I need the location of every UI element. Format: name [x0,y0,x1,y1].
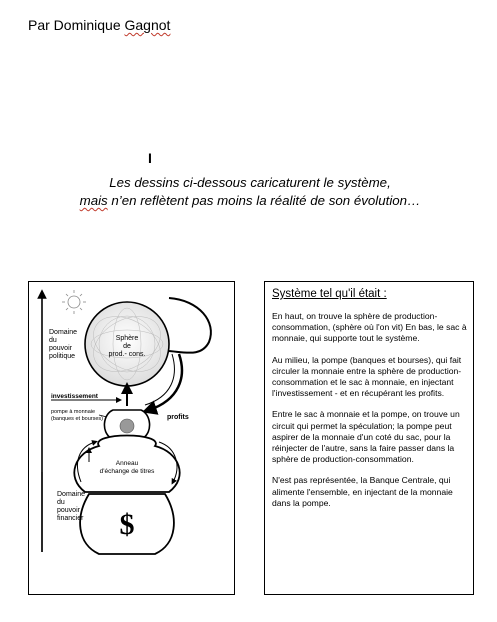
author-surname: Gagnot [124,17,171,33]
panel-paragraph-4: N'est pas représentée, la Banque Centrale, qui alimente l'ensemble, en injectant de la monnaie dans la pompe. [272,475,453,508]
domaine-politique-2: du [49,337,57,344]
explanation-panel [264,281,474,595]
dollar-symbol: $ [119,508,135,541]
anneau-label-2: d'échange de titres [99,468,155,475]
sphere-label-2: de [123,343,131,350]
sun-icon [62,290,86,314]
profits-label: profits [167,414,189,421]
intro-line-2-rest: n’en reflètent pas moins la réalité de son évolution… [107,193,421,208]
investissement-label: investissement [51,393,98,400]
domaine-politique-3: pouvoir [49,345,72,352]
pompe-label-1: pompe à monnaie [51,409,96,415]
domaine-politique-1: Domaine [49,329,78,336]
domaine-financier-2: du [57,499,65,506]
anneau-label-1: Anneau [115,460,139,467]
domaine-financier-3: pouvoir [57,507,80,514]
figure-frame [28,281,235,595]
sphere-label-3: prod.- cons. [108,351,146,358]
intro-line-1: Les dessins ci-dessous caricaturent le système, [109,175,391,190]
domaine-financier-1: Domaine [57,491,86,498]
sphere-label-1: Sphère [115,335,139,342]
system-diagram [29,282,236,596]
intro-text [40,174,460,210]
panel-paragraph-2: Au milieu, la pompe (banques et bourses), qui fait circuler la monnaie entre la sphère de production-consommation et le sac à monnaie, en injectant l'investissement - et en récupérant les profits. [272,354,462,399]
panel-paragraph-1: En haut, on trouve la sphère de production-consommation, (sphère où l'on vit) En bas, le sac à monnaie, qui supporte tout le système. [272,311,467,344]
panel-title: Système tel qu'il était : [272,288,387,300]
domaine-politique-4: politique [49,353,76,360]
author-line [28,17,170,33]
domaine-financier-4: financier [57,515,84,522]
pompe-label-2: (banques et bourses) [51,416,103,422]
author-prefix: Par Dominique [28,17,121,33]
section-number: I [148,150,152,166]
intro-line-2 [40,192,460,210]
intro-mais: mais [79,193,108,208]
panel-paragraph-3: Entre le sac à monnaie et la pompe, on trouve un circuit qui permet la spéculation; la pompe peut aspirer de la monnaie d'un coté du sac, pour la réinjecter de l'autre, sans la faire passer dans la sphère de production-consommation. [272,409,460,465]
